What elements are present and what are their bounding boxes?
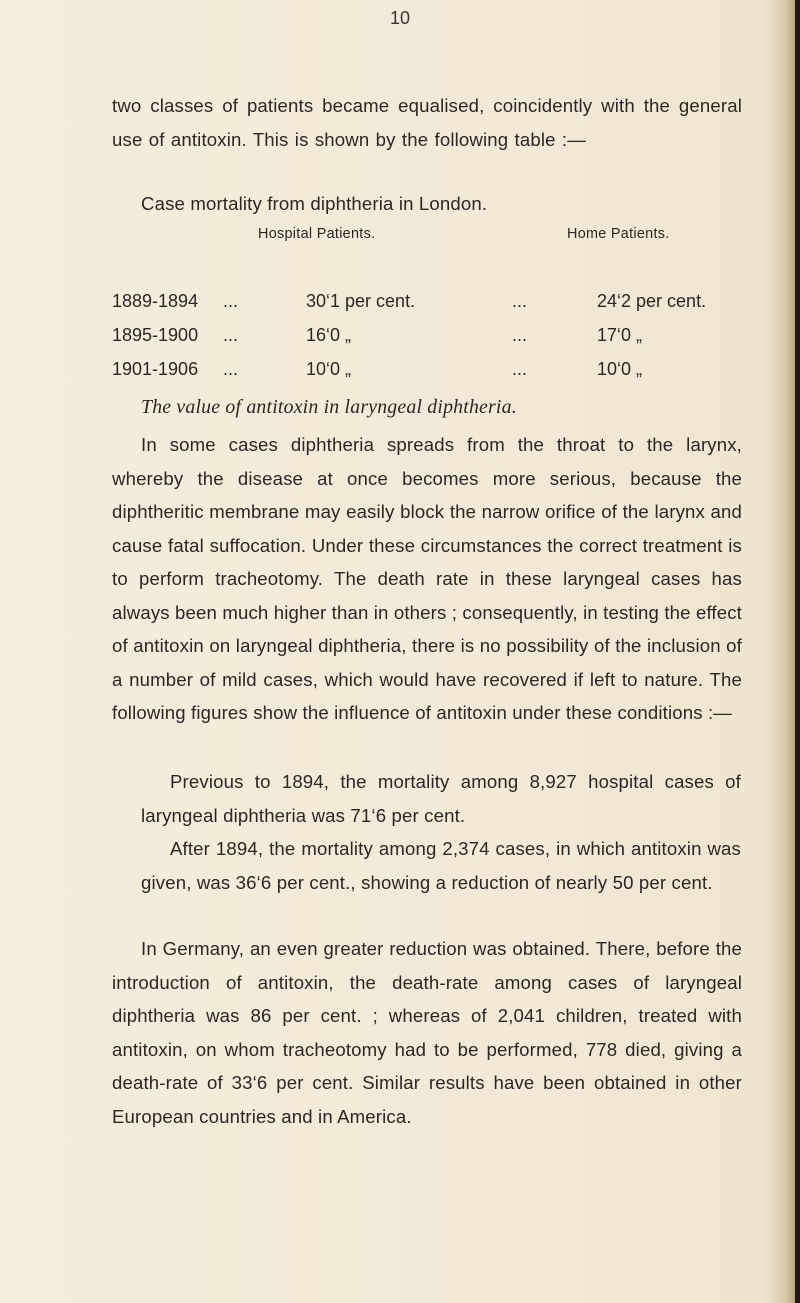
table-title: Case mortality from diphtheria in London. bbox=[141, 193, 488, 214]
row-home-value: 24‘2 per cent. bbox=[597, 291, 707, 311]
column-header-home: Home Patients. bbox=[567, 226, 670, 242]
row-leader-dots: ... bbox=[223, 359, 239, 379]
row-period: 1895-1900 bbox=[112, 325, 199, 345]
row-leader-dots: ... bbox=[223, 291, 239, 311]
table-row bbox=[112, 359, 752, 389]
page-number: 10 bbox=[389, 8, 411, 28]
page-edge-shadow bbox=[764, 0, 800, 1303]
body-paragraph: In Germany, an even greater reduction was obtained. There, before the introduction of antitoxin, the death-rate among cases of laryngeal diphtheria was 86 per cent. ; whereas of 2,041 children, treated with antitoxin, on whom tracheotomy had to be performed, 778 died, giving a death-rate of 33‘6 per cent. Similar results have been obtained in other European countries and in America. bbox=[112, 938, 742, 1127]
row-home-value: 17‘0 „ bbox=[597, 325, 643, 345]
row-leader-dots: ... bbox=[512, 325, 528, 345]
row-home-value: 10‘0 „ bbox=[597, 359, 643, 379]
row-period: 1889-1894 bbox=[112, 291, 199, 311]
body-paragraph: In some cases diphtheria spreads from the throat to the larynx, whereby the disease at once becomes more serious, because the diphtheritic membrane may easily block the narrow orifice of the larynx and cause fatal suffocation. Under these circumstances the correct treatment is to perform tracheotomy. The death rate in these laryngeal cases has always been much higher than in others ; consequently, in testing the effect of antitoxin on laryngeal diphtheria, there is no possibility of the inclusion of a number of mild cases, which would have recovered if left to nature. The following figures show the influence of antitoxin under these conditions :— bbox=[112, 434, 742, 723]
intro-paragraph: two classes of patients became equalised, coincidently with the general use of antitoxin. This is shown by the following table :— bbox=[112, 95, 742, 150]
table-row bbox=[112, 325, 752, 355]
row-leader-dots: ... bbox=[512, 291, 528, 311]
row-hospital-value: 16‘0 „ bbox=[306, 325, 352, 345]
statistic-paragraph: After 1894, the mortality among 2,374 cases, in which antitoxin was given, was 36‘6 per cent., showing a reduction of nearly 50 per cent. bbox=[141, 838, 741, 893]
row-hospital-value: 30‘1 per cent. bbox=[306, 291, 416, 311]
table-row bbox=[112, 291, 752, 321]
row-leader-dots: ... bbox=[223, 325, 239, 345]
row-leader-dots: ... bbox=[512, 359, 528, 379]
row-hospital-value: 10‘0 „ bbox=[306, 359, 352, 379]
column-header-hospital: Hospital Patients. bbox=[258, 226, 376, 242]
row-period: 1901-1906 bbox=[112, 359, 199, 379]
section-heading: The value of antitoxin in laryngeal diphtheria. bbox=[141, 396, 517, 418]
statistic-paragraph: Previous to 1894, the mortality among 8,927 hospital cases of laryngeal diphtheria was 71‘6 per cent. bbox=[141, 771, 741, 826]
